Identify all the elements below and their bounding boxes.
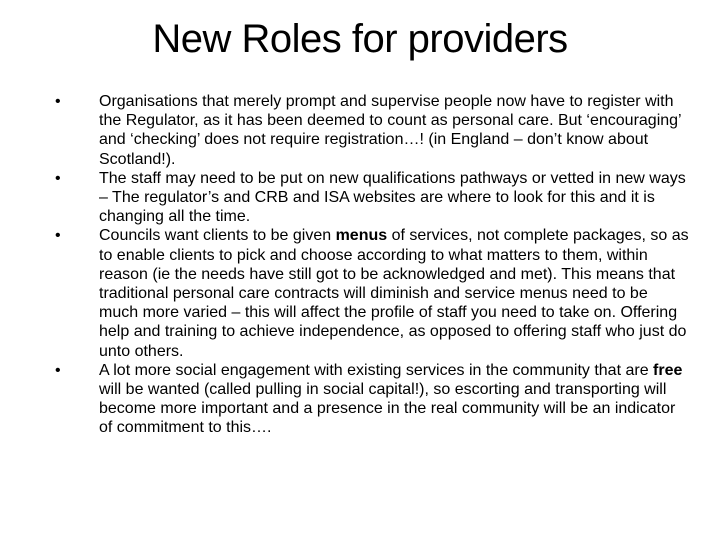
- emphasis-menus: menus: [335, 227, 388, 245]
- bullet-text: [99, 361, 690, 438]
- bullet-text-segment: The staff may need to be put on new qualifications pathways or vetted in new ways – The regulator’s and CRB and ISA websites are where to look for this and it is changing all the time.: [99, 169, 686, 226]
- bullet-text-segment: Organisations that merely prompt and supervise people now have to register with the Regulator, as it has been deemed to count as personal care. But ‘encouraging’ and ‘checking’ does not require registration…! (in England – don’t know about Scotland!).: [99, 93, 682, 168]
- bullet-marker: •: [55, 93, 61, 110]
- slide-title: New Roles for providers: [152, 17, 568, 61]
- bullet-marker: •: [55, 361, 61, 379]
- bullet-text: [99, 169, 690, 227]
- bullet-list: [55, 92, 690, 438]
- emphasis-free: free: [653, 361, 683, 379]
- bullet-item: [55, 92, 690, 169]
- bullet-text-segment: of services, not complete packages, so as to enable clients to pick and choose according to what matters to them, within reason (ie the needs have still got to be acknowledged and met). This means that traditional personal care contracts will diminish and service menus need to be much more varied – this will affect the profile of staff you need to take on. Offering help and training to achieve independence, as opposed to offering staff who just do unto others.: [99, 227, 689, 360]
- bullet-text-segment: Councils want clients to be given: [99, 227, 336, 245]
- bullet-marker: •: [55, 169, 61, 187]
- bullet-text: [99, 226, 690, 360]
- bullet-text-segment: A lot more social engagement with existing services in the community that are: [99, 361, 654, 379]
- bullet-text: [99, 92, 690, 169]
- bullet-item: [55, 361, 690, 438]
- bullet-text-segment: will be wanted (called pulling in social capital!), so escorting and transporting will become more important and a presence in the real community will be an indicator of commitment to this….: [99, 381, 676, 437]
- bullet-item: [55, 169, 690, 227]
- bullet-item: [55, 226, 690, 360]
- bullet-marker: •: [55, 227, 61, 245]
